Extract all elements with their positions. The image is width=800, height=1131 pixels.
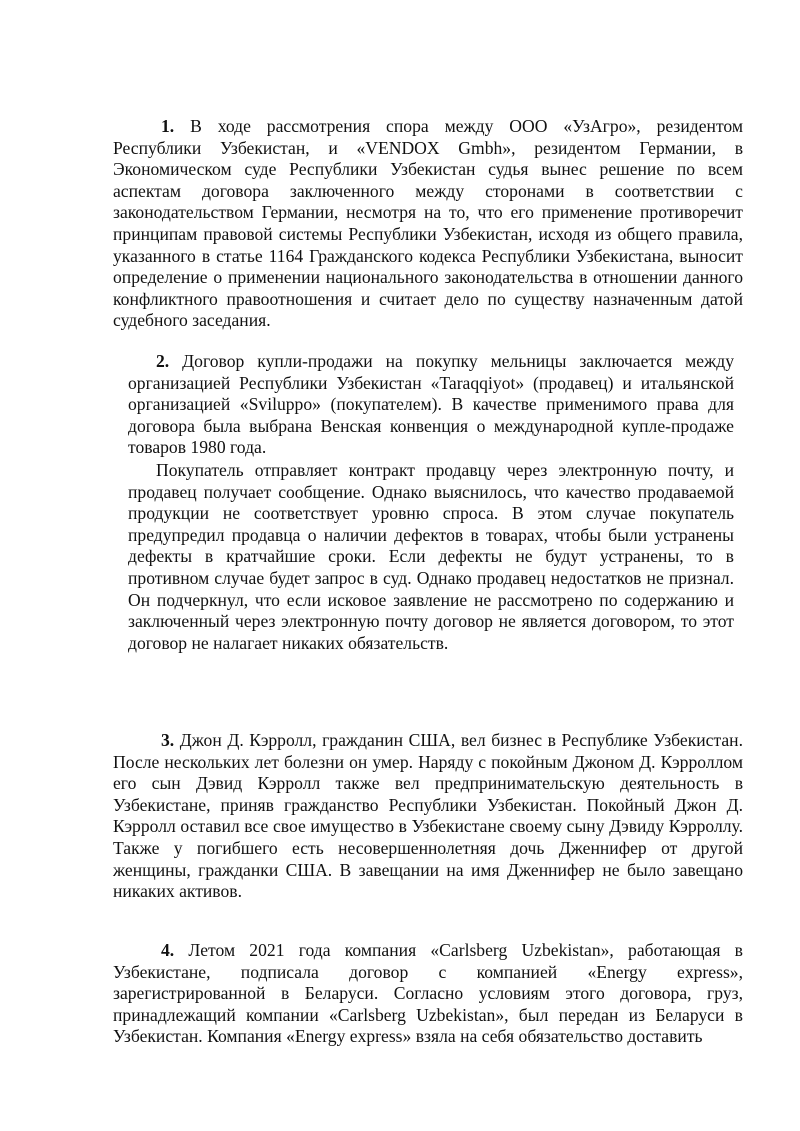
task-4-paragraph bbox=[113, 940, 743, 1048]
task-3-paragraph bbox=[113, 730, 743, 903]
task-3-text: Джон Д. Кэрролл, гражданин США, вел бизнес в Республике Узбекистан. После нескольких лет болезни он умер. Наряду с покойным Джоном Д. Кэрроллом его сын Дэвид Кэрролл также вел предпринимательскую деятельность в Узбекистане, приняв гражданство Республики Узбекистан. Покойный Джон Д. Кэрролл оставил все свое имущество в Узбекистане своему сыну Дэвиду Кэрроллу. Также у погибшего есть несовершеннолетняя дочь Дженнифер от другой женщины, гражданки США. В завещании на имя Дженнифер не было завещано никаких активов. bbox=[113, 730, 743, 902]
task-1-paragraph bbox=[113, 116, 743, 332]
task-4-number: 4. bbox=[161, 940, 175, 960]
task-3-number: 3. bbox=[161, 730, 175, 750]
task-2-continuation-text: Покупатель отправляет контракт продавцу через электронную почту, и продавец получает сообщение. Однако выяснилось, что качество продаваемой продукции не соответствует уровню спроса. В этом случае покупатель предупредил продавца о наличии дефектов в товарах, чтобы были устранены дефекты в кратчайшие сроки. Если дефекты не будут устранены, то в противном случае будет запрос в суд. Однако продавец недостатков не признал. Он подчеркнул, что если исковое заявление не рассмотрено по содержанию и заключенный через электронную почту договор не является договором, то этот договор не налагает никаких обязательств. bbox=[128, 460, 734, 653]
task-4-text: Летом 2021 года компания «Carlsberg Uzbekistan», работающая в Узбекистане, подписала договор с компанией «Energy express», зарегистрированной в Беларуси. Согласно условиям этого договора, груз, принадлежащий компании «Carlsberg Uzbekistan», был передан из Беларуси в Узбекистан. Компания «Energy express» взяла на себя обязательство доставить bbox=[113, 940, 743, 1047]
task-1-text: В ходе рассмотрения спора между ООО «УзАгро», резидентом Республики Узбекистан, и «VENDOX Gmbh», резидентом Германии, в Экономическом суде Республики Узбекистан судья вынес решение по всем аспектам договора заключенного между сторонами в соответствии с законодательством Германии, несмотря на то, что его применение противоречит принципам правовой системы Республики Узбекистан, исходя из общего правила, указанного в статье 1164 Гражданского кодекса Республики Узбекистана, выносит определение о применении национального законодательства в отношении данного конфликтного правоотношения и считает дело по существу назначенным датой судебного заседания. bbox=[113, 116, 743, 331]
task-2-paragraph bbox=[128, 351, 734, 459]
task-2-text: Договор купли-продажи на покупку мельницы заключается между организацией Республики Узбекистан «Taraqqiyot» (продавец) и итальянской организацией «Sviluppo» (покупателем). В качестве применимого права для договора была выбрана Венская конвенция о международной купле-продаже товаров 1980 года. bbox=[128, 351, 734, 458]
task-1-number: 1. bbox=[161, 116, 175, 136]
task-2-number: 2. bbox=[156, 351, 170, 371]
task-2-continuation-paragraph bbox=[128, 460, 734, 654]
